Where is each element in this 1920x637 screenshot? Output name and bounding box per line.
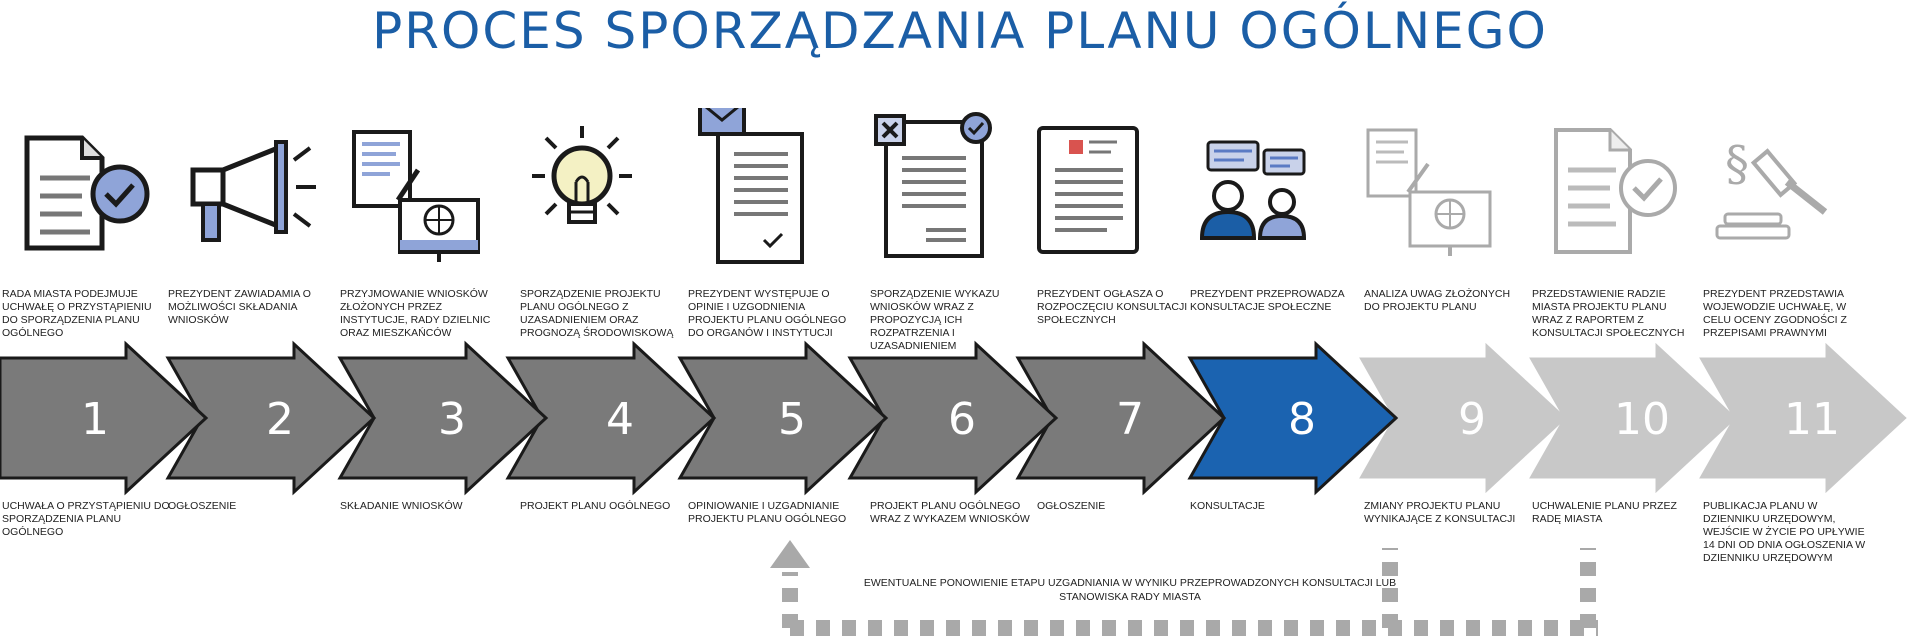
step-6 [870,0,1040,637]
step-outcome: OGŁOSZENIE [168,500,237,512]
step-outcome: PROJEKT PLANU OGÓLNEGO WRAZ Z WYKAZEM WNIOSKÓW [870,500,1030,525]
step-number-8: 8 [1288,394,1316,445]
step-description: PRZEDSTAWIENIE RADZIE MIASTA PROJEKTU PLANU WRAZ Z RAPORTEM Z KONSULTACJI SPOŁECZNYCH [1532,288,1685,339]
step-2 [168,0,338,637]
step-7 [1037,0,1207,637]
step-number-10: 10 [1614,394,1670,445]
step-outcome: OGŁOSZENIE [1037,500,1106,512]
step-description: PREZYDENT PRZEDSTAWIA WOJEWODZIE UCHWAŁĘ, W CELU OCENY ZGODNOŚCI Z PRZEPISAMI PRAWNYMI [1703,288,1847,339]
page-title: PROCES SPORZĄDZANIA PLANU OGÓLNEGO [372,2,1548,60]
step-number-7: 7 [1116,394,1144,445]
step-number-6: 6 [948,394,976,445]
step-description: SPORZĄDZENIE WYKAZU WNIOSKÓW WRAZ Z PROPOZYCJĄ ICH ROZPATRZENIA I UZASADNIENIEM [870,288,1000,352]
law-gavel-icon [1703,108,1873,268]
lightbulb-icon [520,108,690,268]
step-number-3: 3 [438,394,466,445]
step-description: PREZYDENT OGŁASZA O ROZPOCZĘCIU KONSULTACJI SPOŁECZNYCH [1037,288,1188,326]
step-number-4: 4 [606,394,634,445]
step-4 [520,0,690,637]
step-outcome: PROJEKT PLANU OGÓLNEGO [520,500,671,512]
step-description: PRZYJMOWANIE WNIOSKÓW ZŁOŻONYCH PRZEZ INSTYTUCJE, RADY DZIELNIC ORAZ MIESZKAŃCÓW [340,288,491,339]
step-outcome: KONSULTACJE [1190,500,1265,512]
step-10 [1532,0,1702,637]
step-description: SPORZĄDZENIE PROJEKTU PLANU OGÓLNEGO Z UZASADNIENIEM ORAZ PROGNOZĄ ŚRODOWISKOWĄ [520,288,674,339]
step-11 [1703,0,1873,637]
step-outcome: SKŁADANIE WNIOSKÓW [340,500,463,512]
document-review-icon [870,108,1040,268]
document-check-icon [1532,108,1702,268]
step-8 [1190,0,1360,637]
step-number-5: 5 [778,394,806,445]
step-description: ANALIZA UWAG ZŁOŻONYCH DO PROJEKTU PLANU [1364,288,1511,313]
step-outcome: UCHWALENIE PLANU PRZEZ RADĘ MIASTA [1532,500,1677,525]
people-talking-icon [1190,108,1360,268]
document-check-icon [2,108,172,268]
step-outcome: UCHWAŁA O PRZYSTĄPIENIU DO SPORZĄDZENIA PLANU OGÓLNEGO [2,500,170,538]
step-description: RADA MIASTA PODEJMUJE UCHWAŁĘ O PRZYSTĄPIENIU DO SPORZĄDZENIA PLANU OGÓLNEGO [2,288,152,339]
step-5 [688,0,858,637]
step-number-1: 1 [81,394,109,445]
document-computer-icon [340,108,510,268]
step-outcome: ZMIANY PROJEKTU PLANU WYNIKAJĄCE Z KONSULTACJI [1364,500,1516,525]
step-number-2: 2 [266,394,294,445]
megaphone-icon [168,108,338,268]
step-description: PREZYDENT WYSTĘPUJE O OPINIE I UZGODNIENIA PROJEKTU PLANU OGÓLNEGO DO ORGANÓW I INSTYTUCJI [688,288,847,339]
announcement-document-icon [1037,108,1207,268]
svg-text:§: § [1725,136,1749,192]
step-1 [2,0,172,637]
step-description: PREZYDENT ZAWIADAMIA O MOŻLIWOŚCI SKŁADANIA WNIOSKÓW [168,288,311,326]
step-3 [340,0,510,637]
step-outcome: PUBLIKACJA PLANU W DZIENNIKU URZĘDOWYM, WEJŚCIE W ŻYCIE PO UPŁYWIE 14 DNI OD DNIA OGŁOSZENIA W DZIENNIKU URZĘDOWYM [1703,500,1866,564]
step-description: PREZYDENT PRZEPROWADZA KONSULTACJE SPOŁECZNE [1190,288,1345,313]
step-9 [1364,0,1534,637]
step-number-9: 9 [1458,394,1486,445]
envelope-document-icon [688,108,858,268]
step-number-11: 11 [1784,394,1840,445]
loop-note: EWENTUALNE PONOWIENIE ETAPU UZGADNIANIA W WYNIKU PRZEPROWADZONYCH KONSULTACJI LUB STANOWISKA RADY MIASTA [863,577,1397,603]
step-outcome: OPINIOWANIE I UZGADNIANIE PROJEKTU PLANU OGÓLNEGO [688,500,847,525]
document-computer-icon [1364,108,1534,268]
